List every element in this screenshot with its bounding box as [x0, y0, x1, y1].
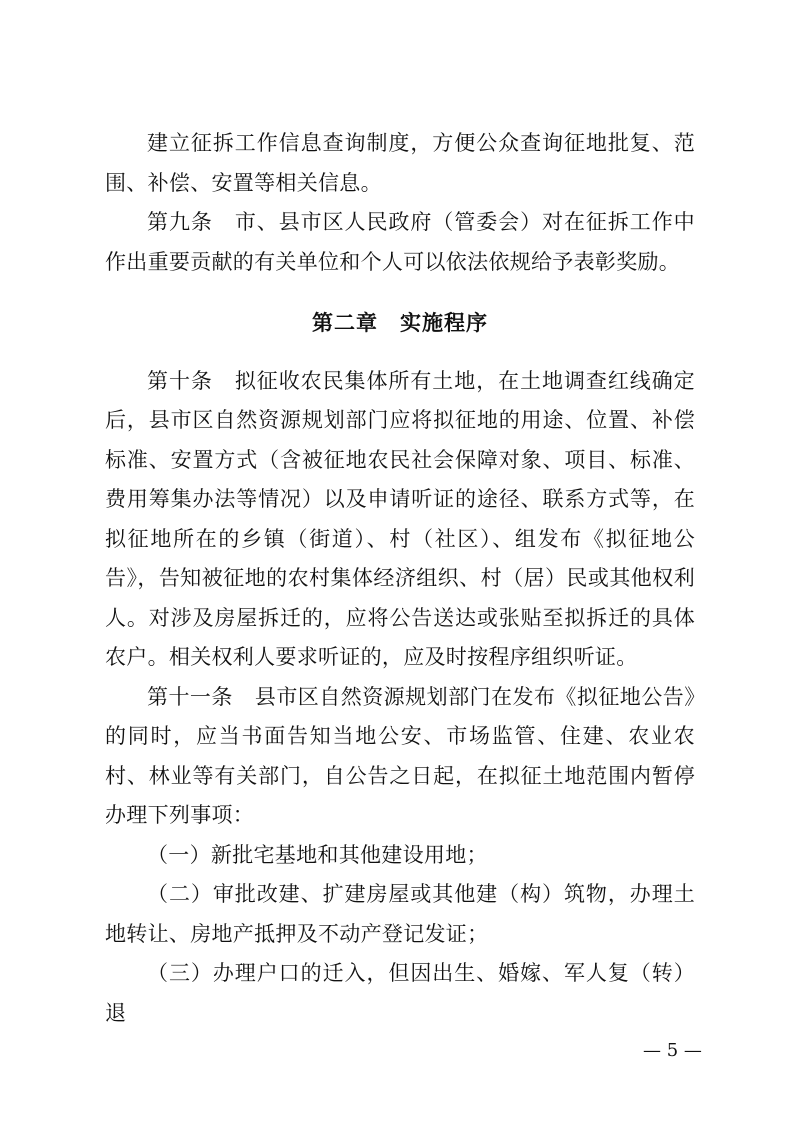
list-item-3: [105, 954, 695, 1033]
list-item-text: （一）新批宅基地和其他建设用地；: [147, 842, 488, 867]
article-text: 市、县市区人民政府（管委会）对在征拆工作中作出重要贡献的有关单位和个人可以依法依规给予表彰奖励。: [105, 210, 695, 274]
list-item-1: [105, 836, 695, 876]
chapter-number: 第二章: [312, 311, 378, 335]
list-item-2: [105, 875, 695, 954]
document-page: [105, 124, 695, 1033]
chapter-heading: [105, 304, 695, 344]
article-11: [105, 678, 695, 836]
article-text: 拟征收农民集体所有土地，在土地调查红线确定后，县市区自然资源规划部门应将拟征地的用途、位置、补偿标准、安置方式（含被征地农民社会保障对象、项目、标准、费用筹集办法等情况）以及申请听证的途径、联系方式等，在拟征地所在的乡镇（街道）、村（社区）、组发布《拟征地公告》，告知被征地的农村集体经济组织、村（居）民或其他权利人。对涉及房屋拆迁的，应将公告送达或张贴至拟拆迁的具体农户。相关权利人要求听证的，应及时按程序组织听证。: [105, 368, 695, 669]
chapter-title: 实施程序: [400, 311, 488, 335]
article-text: 县市区自然资源规划部门在发布《拟征地公告》的同时，应当书面告知当地公安、市场监管、住建、农业农村、林业等有关部门，自公告之日起，在拟征土地范围内暂停办理下列事项：: [105, 684, 695, 827]
article-10: [105, 362, 695, 678]
page-number: — 5 —: [643, 1040, 702, 1061]
paragraph-text: 建立征拆工作信息查询制度，方便公众查询征地批复、范围、补偿、安置等相关信息。: [105, 131, 695, 195]
article-number: 第十条: [147, 368, 213, 393]
list-item-text: （二）审批改建、扩建房屋或其他建（构）筑物，办理土地转让、房地产抵押及不动产登记发证；: [105, 882, 695, 946]
list-item-text: （三）办理户口的迁入，但因出生、婚嫁、军人复（转）退: [105, 961, 695, 1025]
article-number: 第十一条: [147, 684, 233, 709]
paragraph-info-query: [105, 124, 695, 203]
article-9: [105, 203, 695, 282]
article-number: 第九条: [147, 210, 213, 234]
